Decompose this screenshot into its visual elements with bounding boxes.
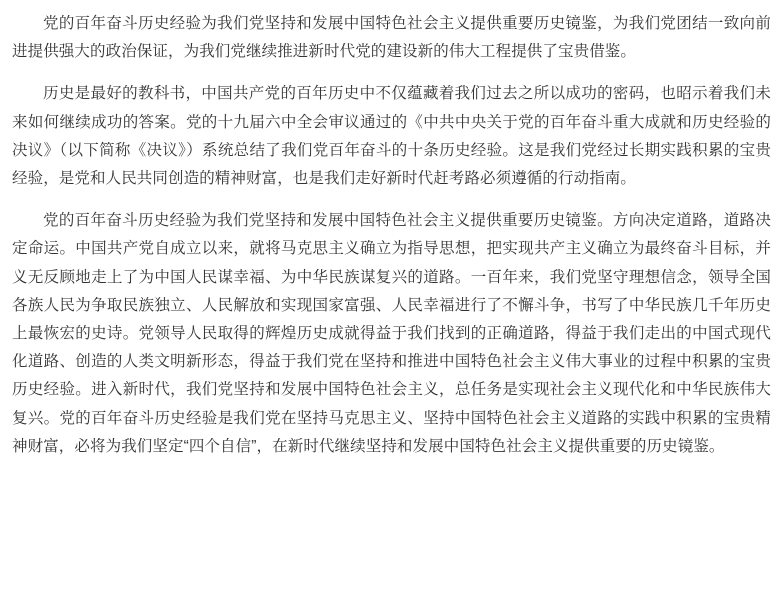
paragraph: 党的百年奋斗历史经验为我们党坚持和发展中国特色社会主义提供重要历史镜鉴，为我们党团结一致向前进提供强大的政治保证，为我们党继续推进新时代党的建设新的伟大工程提供了宝贵借鉴。 [12, 15, 771, 61]
paragraph: 历史是最好的教科书，中国共产党的百年历史中不仅蕴藏着我们过去之所以成功的密码，也昭示着我们未来如何继续成功的答案。党的十九届六中全会审议通过的《中共中央关于党的百年奋斗重大成就和历史经验的决议》（以下简称《决议》）系统总结了我们党百年奋斗的十条历史经验。这是我们党经过长期实践积累的宝贵经验，是党和人民共同创造的精神财富，也是我们走好新时代赶考路必须遵循的行动指南。 [12, 85, 771, 188]
paragraph: 党的百年奋斗历史经验为我们党坚持和发展中国特色社会主义提供重要历史镜鉴。方向决定道路，道路决定命运。中国共产党自成立以来，就将马克思主义确立为指导思想，把实现共产主义确立为最终奋斗目标，并义无反顾地走上了为中国人民谋幸福、为中华民族谋复兴的道路。一百年来，我们党坚守理想信念，领导全国各族人民为争取民族独立、人民解放和实现国家富强、人民幸福进行了不懈斗争，书写了中华民族几千年历史上最恢宏的史诗。党领导人民取得的辉煌历史成就得益于我们找到的正确道路，得益于我们走出的中国式现代化道路、创造的人类文明新形态，得益于我们党在坚持和推进中国特色社会主义伟大事业的过程中积累的宝贵历史经验。进入新时代，我们党坚持和发展中国特色社会主义，总任务是实现社会主义现代化和中华民族伟大复兴。党的百年奋斗历史经验是我们党在坚持马克思主义、坚持中国特色社会主义道路的实践中积累的宝贵精神财富，必将为我们坚定“四个自信”，在新时代继续坚持和发展中国特色社会主义提供重要的历史镜鉴。 [12, 212, 771, 455]
